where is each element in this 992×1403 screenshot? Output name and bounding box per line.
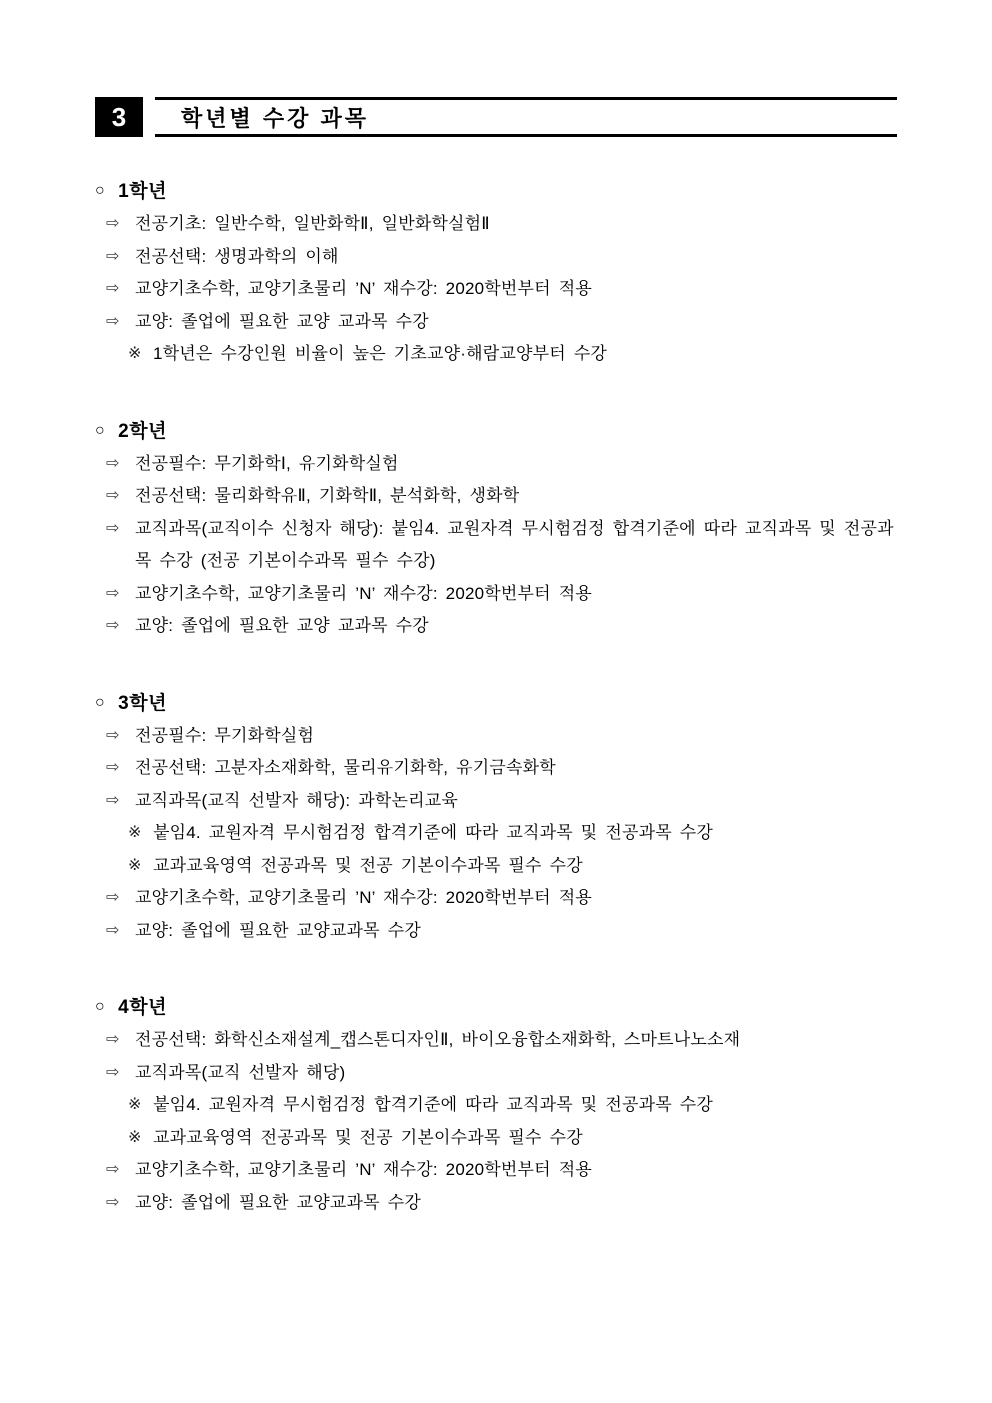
arrow-bullet-icon: ⇨	[106, 584, 120, 602]
item-text: 교직과목(교직 선발자 해당): 과학논리교육	[135, 790, 458, 810]
list-item	[95, 850, 897, 883]
list-item	[95, 882, 897, 915]
item-text: 전공선택: 생명과학의 이해	[135, 246, 339, 266]
reference-mark-icon: ※	[128, 1096, 142, 1113]
list-item	[95, 720, 897, 753]
arrow-bullet-icon: ⇨	[106, 1063, 120, 1081]
item-text: 교양: 졸업에 필요한 교양 교과목 수강	[135, 311, 429, 331]
list-item	[95, 338, 897, 371]
reference-mark-icon: ※	[128, 856, 142, 874]
arrow-bullet-icon: ⇨	[106, 247, 120, 265]
year-section-heading-label: 2학년	[118, 420, 167, 442]
section-items	[95, 1024, 897, 1219]
arrow-bullet-icon: ⇨	[106, 617, 120, 634]
list-item	[95, 1024, 897, 1057]
list-item	[95, 208, 897, 241]
section-header	[95, 97, 897, 137]
item-text: 교양기초수학, 교양기초물리 ’N’ 재수강: 2020학번부터 적용	[135, 583, 592, 603]
list-item	[95, 241, 897, 274]
arrow-bullet-icon: ⇨	[106, 1031, 120, 1048]
list-item	[95, 817, 897, 850]
section-number: 3	[111, 101, 127, 132]
year-section	[95, 689, 897, 948]
list-item	[95, 1089, 897, 1122]
circle-bullet-icon: ○	[95, 998, 106, 1015]
year-section	[95, 993, 897, 1219]
circle-bullet-icon: ○	[95, 182, 106, 199]
section-title-bar	[155, 97, 897, 137]
list-item	[95, 578, 897, 611]
arrow-bullet-icon: ⇨	[106, 487, 120, 504]
list-item	[95, 1154, 897, 1187]
section-items	[95, 720, 897, 948]
item-text: 교과교육영역 전공과목 및 전공 기본이수과목 필수 수강	[153, 1127, 583, 1147]
section-items	[95, 448, 897, 643]
year-section-heading-label: 3학년	[118, 692, 167, 714]
arrow-bullet-icon: ⇨	[106, 280, 120, 297]
item-text: 전공기초: 일반수학, 일반화학Ⅱ, 일반화학실험Ⅱ	[135, 214, 490, 233]
year-section	[95, 177, 897, 371]
item-text: 교과교육영역 전공과목 및 전공 기본이수과목 필수 수강	[153, 855, 583, 875]
list-item	[95, 306, 897, 339]
item-text: 교양기초수학, 교양기초물리 ’N’ 재수강: 2020학번부터 적용	[135, 279, 592, 298]
year-section-heading-label: 4학년	[118, 997, 167, 1018]
item-text: 교직과목(교직 선발자 해당)	[135, 1062, 346, 1082]
arrow-bullet-icon: ⇨	[106, 759, 120, 776]
reference-mark-icon: ※	[128, 1128, 142, 1146]
list-item	[95, 915, 897, 948]
arrow-bullet-icon: ⇨	[106, 889, 120, 906]
item-text: 교양기초수학, 교양기초물리 ’N’ 재수강: 2020학번부터 적용	[135, 1160, 592, 1179]
circle-bullet-icon: ○	[95, 421, 106, 439]
year-section-heading-label: 1학년	[118, 181, 167, 202]
sections	[95, 177, 897, 1219]
arrow-bullet-icon: ⇨	[106, 921, 120, 939]
item-text: 교양: 졸업에 필요한 교양교과목 수강	[135, 1192, 421, 1212]
item-text: 1학년은 수강인원 비율이 높은 기초교양·해람교양부터 수강	[153, 344, 608, 363]
list-item	[95, 1187, 897, 1220]
year-section-heading	[95, 689, 897, 719]
list-item	[95, 1057, 897, 1090]
item-text: 전공선택: 화학신소재설계_캡스톤디자인Ⅱ, 바이오융합소재화학, 스마트나노소재	[135, 1030, 741, 1049]
item-text: 전공선택: 물리화학유Ⅱ, 기화학Ⅱ, 분석화학, 생화학	[135, 486, 520, 505]
page-title: 학년별 수강 과목	[181, 105, 369, 131]
arrow-bullet-icon: ⇨	[106, 1193, 120, 1211]
item-text: 전공선택: 고분자소재화학, 물리유기화학, 유기금속화학	[135, 758, 556, 777]
circle-bullet-icon: ○	[95, 693, 106, 711]
section-number-badge	[95, 97, 143, 137]
reference-mark-icon: ※	[128, 345, 142, 362]
list-item	[95, 273, 897, 306]
item-text: 붙임4. 교원자격 무시험검정 합격기준에 따라 교직과목 및 전공과목 수강	[153, 823, 713, 842]
arrow-bullet-icon: ⇨	[106, 791, 120, 809]
year-section-heading	[95, 177, 897, 207]
item-text: 전공필수: 무기화학실험	[135, 725, 315, 745]
year-section-heading	[95, 417, 897, 447]
arrow-bullet-icon: ⇨	[106, 454, 120, 472]
arrow-bullet-icon: ⇨	[106, 519, 120, 537]
list-item	[95, 752, 897, 785]
item-text: 전공필수: 무기화학Ⅰ, 유기화학실험	[135, 453, 399, 473]
list-item	[95, 480, 897, 513]
item-text: 교양: 졸업에 필요한 교양교과목 수강	[135, 920, 421, 940]
list-item	[95, 1122, 897, 1155]
item-text: 교직과목(교직이수 신청자 해당): 붙임4. 교원자격 무시험검정 합격기준에 따라 교직과목 및 전공과목 수강 (전공 기본이수과목 필수 수강)	[135, 518, 894, 570]
item-text: 교양: 졸업에 필요한 교양 교과목 수강	[135, 616, 429, 635]
list-item	[95, 610, 897, 643]
year-section	[95, 417, 897, 643]
year-section-heading	[95, 993, 897, 1023]
arrow-bullet-icon: ⇨	[106, 726, 120, 744]
list-item	[95, 448, 897, 481]
arrow-bullet-icon: ⇨	[106, 312, 120, 330]
list-item	[95, 513, 897, 578]
section-items	[95, 208, 897, 371]
arrow-bullet-icon: ⇨	[106, 215, 120, 232]
list-item	[95, 785, 897, 818]
reference-mark-icon: ※	[128, 824, 142, 841]
item-text: 교양기초수학, 교양기초물리 ’N’ 재수강: 2020학번부터 적용	[135, 888, 592, 907]
arrow-bullet-icon: ⇨	[106, 1161, 120, 1178]
item-text: 붙임4. 교원자격 무시험검정 합격기준에 따라 교직과목 및 전공과목 수강	[153, 1095, 713, 1114]
